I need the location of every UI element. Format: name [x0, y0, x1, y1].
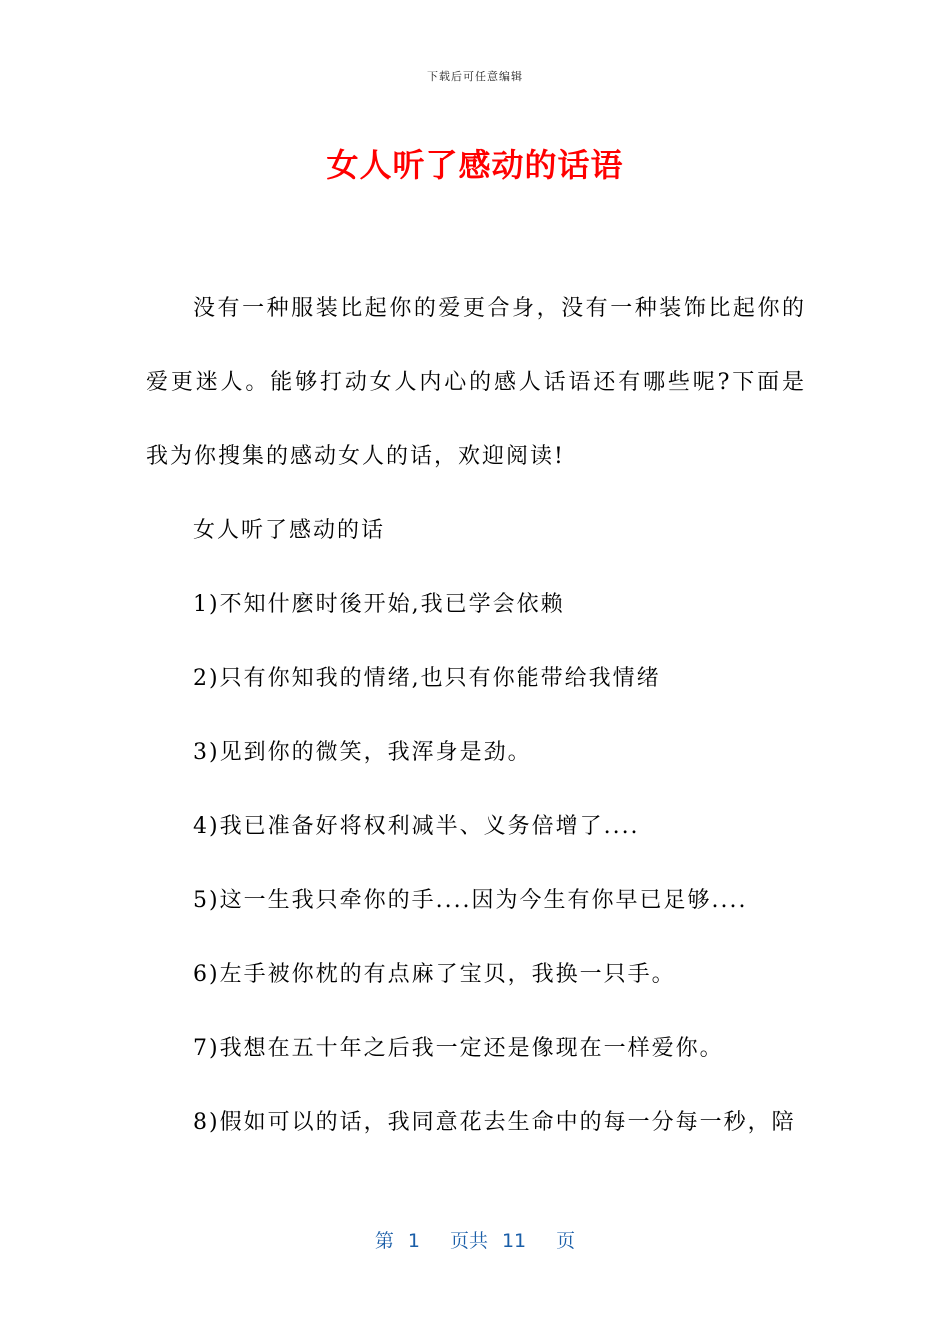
document-body	[146, 272, 806, 1160]
footer-prefix: 第	[374, 1230, 394, 1252]
page-footer	[0, 1226, 950, 1253]
list-item: 5)这一生我只牵你的手....因为今生有你早已足够....	[193, 888, 748, 913]
list-item: 2)只有你知我的情绪,也只有你能带给我情绪	[193, 666, 661, 691]
list-item: 1)不知什麽时後开始,我已学会依赖	[193, 592, 565, 617]
header-note: 下载后可任意编辑	[427, 70, 523, 83]
list-item: 6)左手被你枕的有点麻了宝贝，我换一只手。	[193, 962, 676, 987]
list-item: 3)见到你的微笑，我浑身是劲。	[193, 740, 532, 765]
list-item: 7)我想在五十年之后我一定还是像现在一样爱你。	[193, 1036, 724, 1061]
section-heading: 女人听了感动的话	[193, 518, 386, 543]
footer-current-page: 1	[407, 1230, 420, 1252]
document-title: 女人听了感动的话语	[326, 146, 624, 184]
footer-suffix: 页	[556, 1230, 576, 1252]
footer-middle: 页共	[449, 1230, 488, 1252]
list-item: 4)我已准备好将权利减半、义务倍增了....	[193, 814, 640, 839]
list-item: 8)假如可以的话，我同意花去生命中的每一分每一秒，陪	[193, 1110, 796, 1135]
intro-paragraph: 没有一种服装比起你的爱更合身，没有一种装饰比起你的爱更迷人。能够打动女人内心的感人话语还有哪些呢?下面是我为你搜集的感动女人的话，欢迎阅读!	[146, 296, 806, 469]
footer-total-pages: 11	[501, 1230, 527, 1252]
